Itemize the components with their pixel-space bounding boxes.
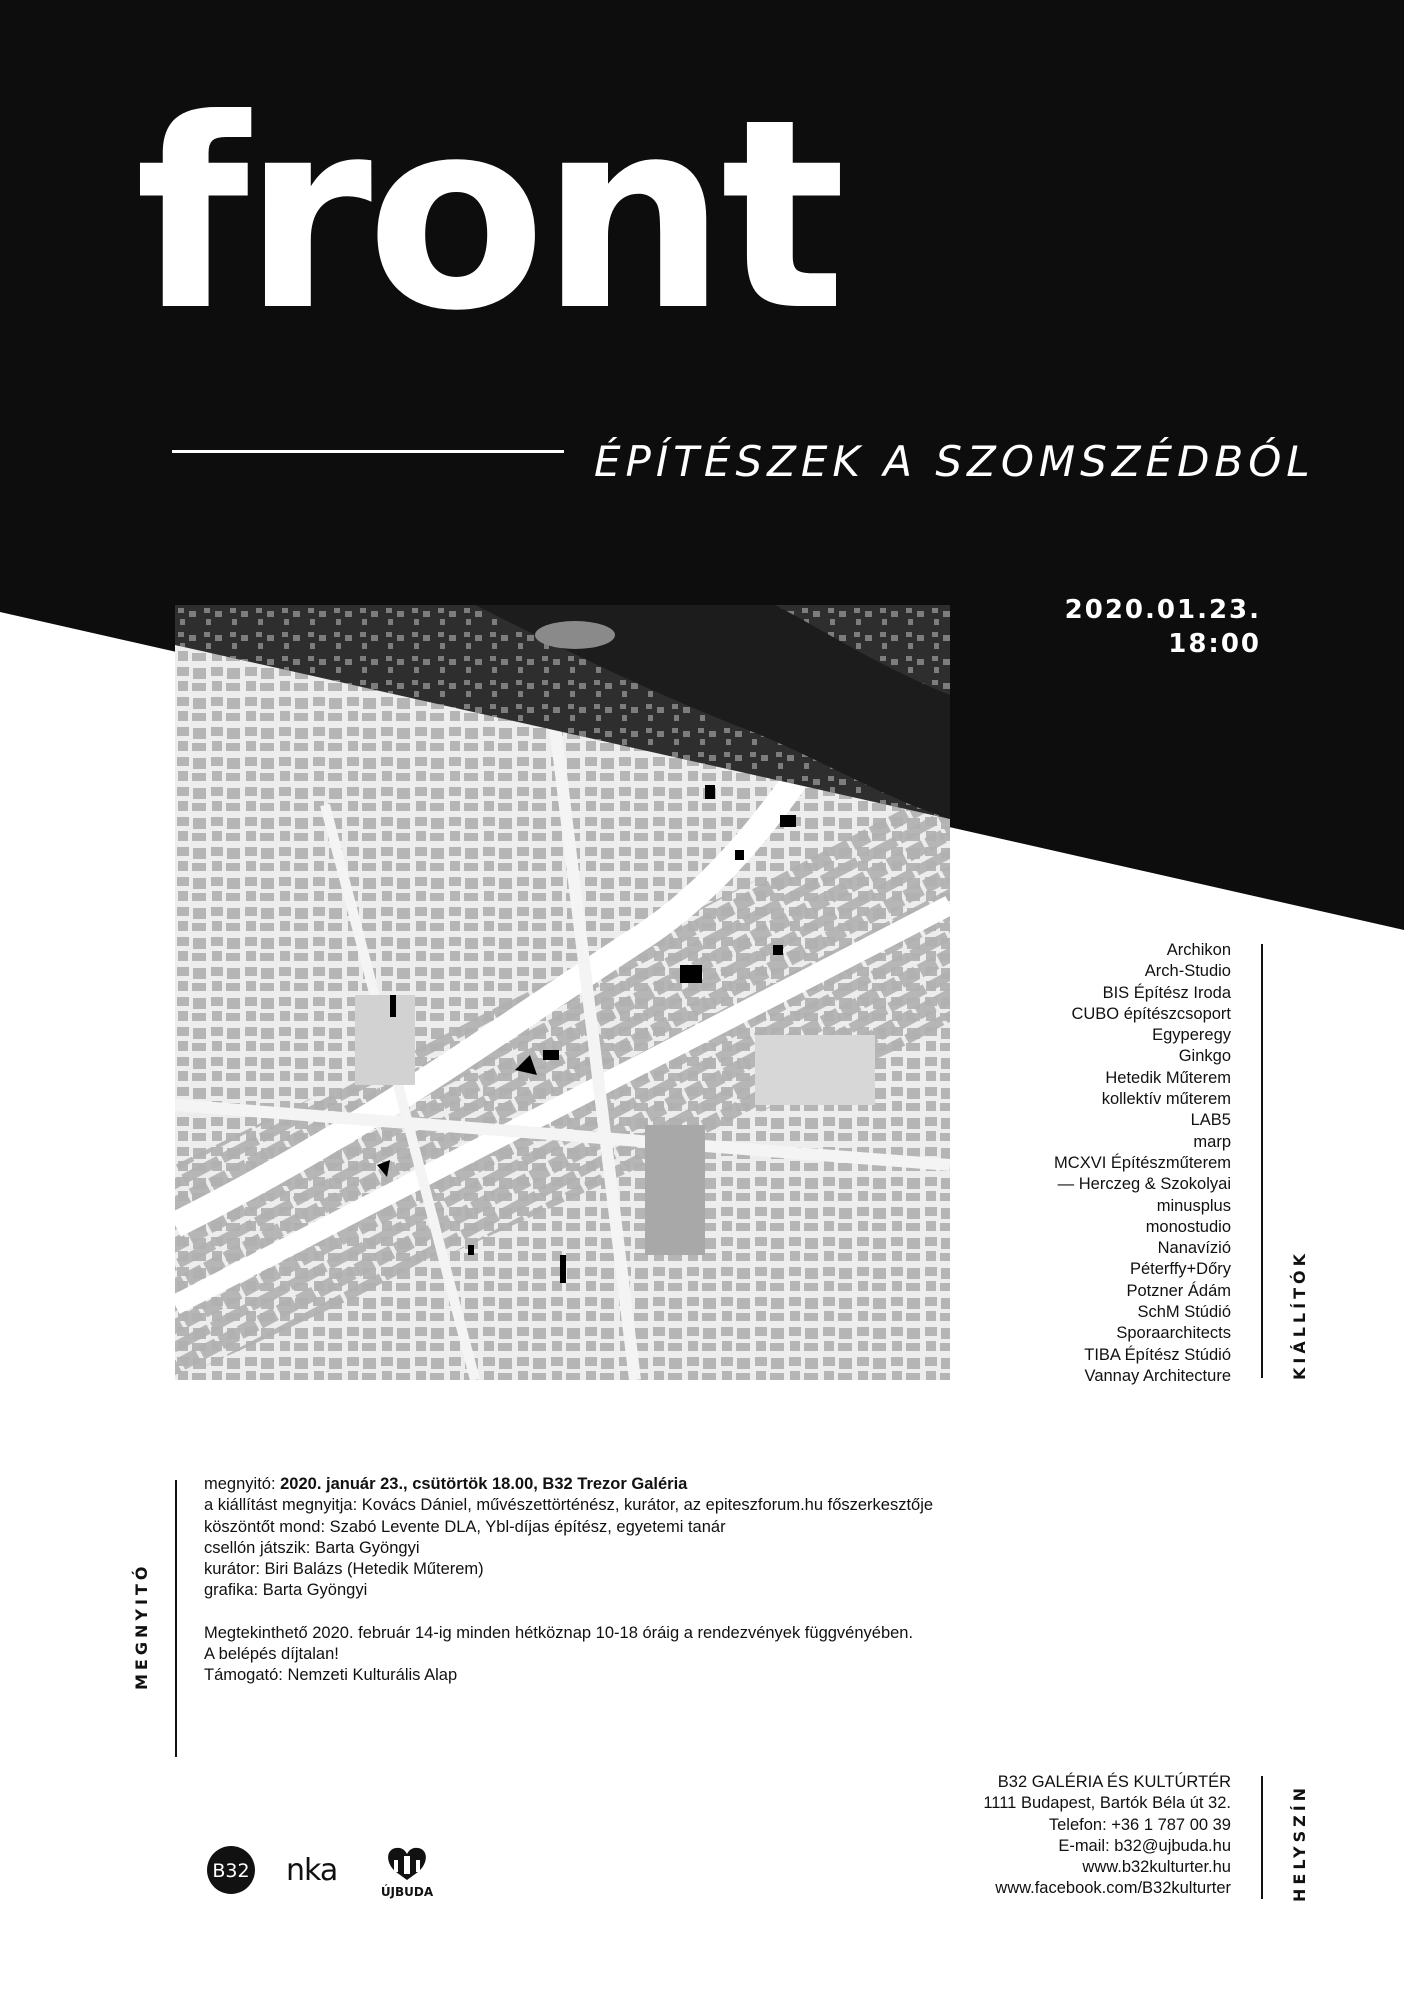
venue-section-label: HELYSZÍN (1290, 1783, 1309, 1902)
exhibitor-item: kollektív műterem (1101, 1090, 1231, 1109)
opening-line (204, 1474, 933, 1495)
opening-divider (175, 1480, 177, 1757)
exhibitor-item: Arch-Studio (1144, 962, 1231, 981)
opening-line-datetime: 2020. január 23., csütörtök 18.00, B32 Trezor Galéria (280, 1475, 688, 1493)
exhibitor-item: TIBA Építész Stúdió (1084, 1345, 1231, 1364)
nka-logo-text: nka (286, 1853, 338, 1888)
venue-facebook[interactable]: www.facebook.com/B32kulturter (995, 1879, 1231, 1898)
opening-line: A belépés díjtalan! (204, 1645, 339, 1664)
exhibitor-item: Péterffy+Dőry (1129, 1260, 1231, 1279)
sponsor-logos (204, 1840, 464, 1900)
opening-line: kurátor: Biri Balázs (Hetedik Műterem) (204, 1560, 484, 1579)
venue-info (983, 1772, 1231, 1900)
nka-logo (286, 1853, 337, 1888)
exhibitor-item: Sporaarchitects (1116, 1324, 1231, 1343)
event-date: 2020.01.23. (1064, 595, 1261, 625)
exhibitor-item: CUBO építészcsoport (1071, 1004, 1231, 1023)
exhibitor-item: MCXVI Építészműterem (1054, 1153, 1231, 1172)
city-map-illustration (175, 605, 950, 1380)
exhibitor-item: Hetedik Műterem (1105, 1068, 1231, 1087)
exhibitor-item: minusplus (1156, 1196, 1231, 1215)
exhibitor-item: Potzner Ádám (1126, 1281, 1231, 1300)
opening-line: csellón játszik: Barta Gyöngyi (204, 1538, 420, 1557)
exhibitor-item: marp (1193, 1132, 1231, 1151)
b32-logo (207, 1846, 255, 1894)
event-time: 18:00 (1168, 628, 1261, 659)
opening-line: köszöntőt mond: Szabó Levente DLA, Ybl-díjas építész, egyetemi tanár (204, 1517, 726, 1536)
exhibitor-item: SchM Stúdió (1137, 1303, 1231, 1322)
venue-website[interactable]: www.b32kulturter.hu (1082, 1858, 1231, 1877)
venue-email[interactable]: E-mail: b32@ujbuda.hu (1058, 1836, 1231, 1855)
opening-line: a kiállítást megnyitja: Kovács Dániel, művészettörténész, kurátor, az epiteszforum.hu főszerkesztője (204, 1496, 934, 1515)
venue-name: B32 GALÉRIA ÉS KULTÚRTÉR (997, 1773, 1231, 1791)
exhibitor-list (1054, 940, 1231, 1387)
exhibitor-item: Nanavízió (1157, 1239, 1231, 1258)
opening-line: Támogató: Nemzeti Kulturális Alap (204, 1666, 458, 1685)
venue-address: 1111 Budapest, Bartók Béla út 32. (983, 1794, 1231, 1813)
exhibitor-item: Ginkgo (1178, 1047, 1231, 1066)
exhibitor-item: Egyperegy (1152, 1026, 1231, 1045)
exhibitor-item: LAB5 (1190, 1111, 1231, 1130)
opening-section-label: MEGNYITÓ (132, 1562, 151, 1690)
event-datetime (1065, 594, 1261, 662)
exhibitors-section-label: KIÁLLÍTÓK (1290, 1250, 1309, 1380)
subtitle-rule (172, 450, 564, 453)
venue-phone: Telefon: +36 1 787 00 39 (1048, 1815, 1231, 1834)
ujbuda-logo-text: ÚJBUDA (380, 1885, 434, 1899)
ujbuda-logo (381, 1848, 434, 1899)
exhibitor-item: — Herczeg & Szokolyai (1057, 1175, 1231, 1194)
exhibitor-item: BIS Építész Iroda (1102, 983, 1231, 1002)
exhibitor-item: Archikon (1166, 941, 1231, 959)
opening-info (204, 1474, 933, 1687)
venue-divider (1261, 1776, 1263, 1899)
opening-line: Megtekinthető 2020. február 14-ig minden hétköznap 10-18 óráig a rendezvények függvényében. (204, 1623, 914, 1642)
poster-subtitle: ÉPÍTÉSZEK A SZOMSZÉDBÓL (594, 437, 1315, 486)
opening-line: grafika: Barta Gyöngyi (204, 1581, 368, 1600)
poster-title: front (135, 63, 840, 368)
exhibitor-item: monostudio (1145, 1217, 1231, 1236)
opening-line-prefix: megnyitó: (204, 1475, 281, 1493)
exhibitor-item: Vannay Architecture (1084, 1366, 1231, 1385)
b32-logo-text: B32 (212, 1860, 250, 1882)
exhibitors-divider (1261, 944, 1263, 1378)
